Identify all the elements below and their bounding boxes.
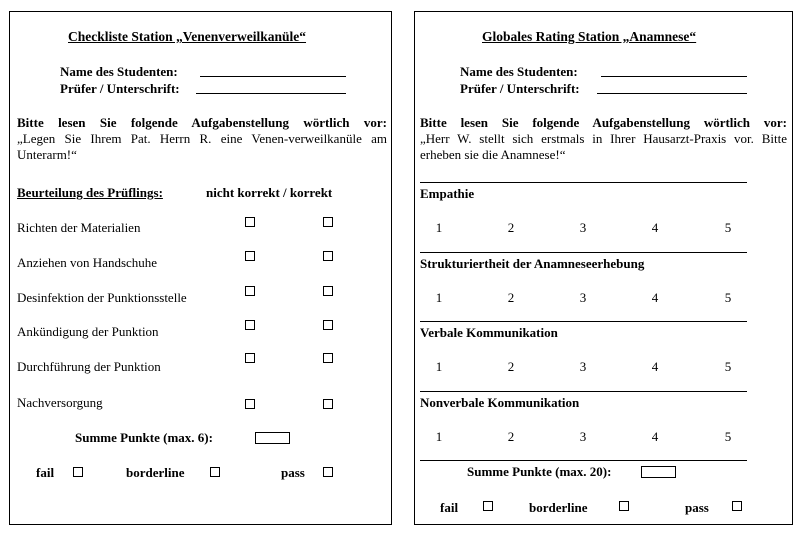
rating-option[interactable]: 2 — [507, 359, 515, 374]
rating-option[interactable]: 5 — [724, 290, 732, 305]
item-not-correct-checkbox[interactable] — [245, 320, 255, 330]
item-not-correct-checkbox[interactable] — [245, 217, 255, 227]
rating-option[interactable]: 2 — [507, 290, 515, 305]
item-correct-checkbox[interactable] — [323, 217, 333, 227]
assessment-header: Beurteilung des Prüflings: — [17, 185, 163, 200]
borderline-label: borderline — [529, 500, 588, 515]
rating-option[interactable]: 5 — [724, 429, 732, 444]
divider — [420, 391, 747, 392]
instruction-lead: Bitte lesen Sie folgende Aufgabenstellung wörtlich vor: — [17, 115, 387, 130]
divider — [420, 182, 747, 183]
examiner-signature-field[interactable] — [597, 81, 747, 94]
sum-label: Summe Punkte (max. 6): — [75, 430, 213, 445]
examiner-signature-label: Prüfer / Unterschrift: — [60, 81, 180, 96]
instruction-text: „Legen Sie Ihrem Pat. Herrn R. eine Venen-verweilkanüle am Unterarm!“ — [17, 131, 387, 162]
divider — [420, 460, 747, 461]
rating-option[interactable]: 2 — [507, 429, 515, 444]
student-name-label: Name des Studenten: — [60, 64, 178, 79]
fail-checkbox[interactable] — [73, 467, 83, 477]
rating-option[interactable]: 5 — [724, 220, 732, 235]
examiner-signature-field[interactable] — [196, 81, 346, 94]
borderline-checkbox[interactable] — [210, 467, 220, 477]
item-correct-checkbox[interactable] — [323, 286, 333, 296]
checklist-item: Richten der Materialien — [17, 220, 141, 235]
sum-label: Summe Punkte (max. 20): — [467, 464, 612, 479]
rating-option[interactable]: 3 — [579, 429, 587, 444]
rating-option[interactable]: 1 — [435, 359, 443, 374]
rating-option[interactable]: 3 — [579, 359, 587, 374]
instruction-block — [17, 115, 387, 163]
checklist-item: Nachversorgung — [17, 395, 103, 410]
checklist-item: Durchführung der Punktion — [17, 359, 161, 374]
rating-option[interactable]: 4 — [651, 359, 659, 374]
instruction-text: „Herr W. stellt sich erstmals in Ihrer Hausarzt-Praxis vor. Bitte erheben sie die Anamnese!“ — [420, 131, 787, 162]
divider — [420, 321, 747, 322]
rating-title: Globales Rating Station „Anamnese“ — [482, 29, 697, 44]
pass-label: pass — [685, 500, 709, 515]
fail-checkbox[interactable] — [483, 501, 493, 511]
student-name-field[interactable] — [601, 64, 747, 77]
checklist-panel — [9, 11, 392, 525]
item-not-correct-checkbox[interactable] — [245, 399, 255, 409]
fail-label: fail — [36, 465, 55, 480]
rating-category-label: Nonverbale Kommunikation — [420, 395, 580, 410]
rating-category-label: Empathie — [420, 186, 475, 201]
global-rating-panel — [414, 11, 793, 525]
pass-checkbox[interactable] — [323, 467, 333, 477]
rating-option[interactable]: 1 — [435, 429, 443, 444]
rating-category-label: Verbale Kommunikation — [420, 325, 558, 340]
rating-option[interactable]: 4 — [651, 429, 659, 444]
item-correct-checkbox[interactable] — [323, 251, 333, 261]
fail-label: fail — [440, 500, 459, 515]
rating-category-label: Strukturiertheit der Anamneseerhebung — [420, 256, 645, 271]
columns-header: nicht korrekt / korrekt — [206, 185, 333, 200]
rating-option[interactable]: 4 — [651, 220, 659, 235]
checklist-item: Desinfektion der Punktionsstelle — [17, 290, 187, 305]
rating-option[interactable]: 2 — [507, 220, 515, 235]
rating-option[interactable]: 4 — [651, 290, 659, 305]
rating-option[interactable]: 5 — [724, 359, 732, 374]
borderline-checkbox[interactable] — [619, 501, 629, 511]
student-name-label: Name des Studenten: — [460, 64, 578, 79]
item-correct-checkbox[interactable] — [323, 353, 333, 363]
student-name-field[interactable] — [200, 64, 346, 77]
instruction-block — [420, 115, 787, 163]
sum-points-box[interactable] — [255, 432, 290, 444]
divider — [420, 252, 747, 253]
rating-option[interactable]: 3 — [579, 220, 587, 235]
checklist-item: Ankündigung der Punktion — [17, 324, 159, 339]
item-not-correct-checkbox[interactable] — [245, 251, 255, 261]
examiner-signature-label: Prüfer / Unterschrift: — [460, 81, 580, 96]
checklist-item: Anziehen von Handschuhe — [17, 255, 158, 270]
rating-option[interactable]: 1 — [435, 220, 443, 235]
item-not-correct-checkbox[interactable] — [245, 353, 255, 363]
instruction-lead: Bitte lesen Sie folgende Aufgabenstellung wörtlich vor: — [420, 115, 787, 130]
item-correct-checkbox[interactable] — [323, 320, 333, 330]
item-correct-checkbox[interactable] — [323, 399, 333, 409]
pass-label: pass — [281, 465, 305, 480]
item-not-correct-checkbox[interactable] — [245, 286, 255, 296]
borderline-label: borderline — [126, 465, 185, 480]
sum-points-box[interactable] — [641, 466, 676, 478]
rating-option[interactable]: 1 — [435, 290, 443, 305]
pass-checkbox[interactable] — [732, 501, 742, 511]
checklist-title: Checkliste Station „Venenverweilkanüle“ — [68, 29, 307, 44]
rating-option[interactable]: 3 — [579, 290, 587, 305]
